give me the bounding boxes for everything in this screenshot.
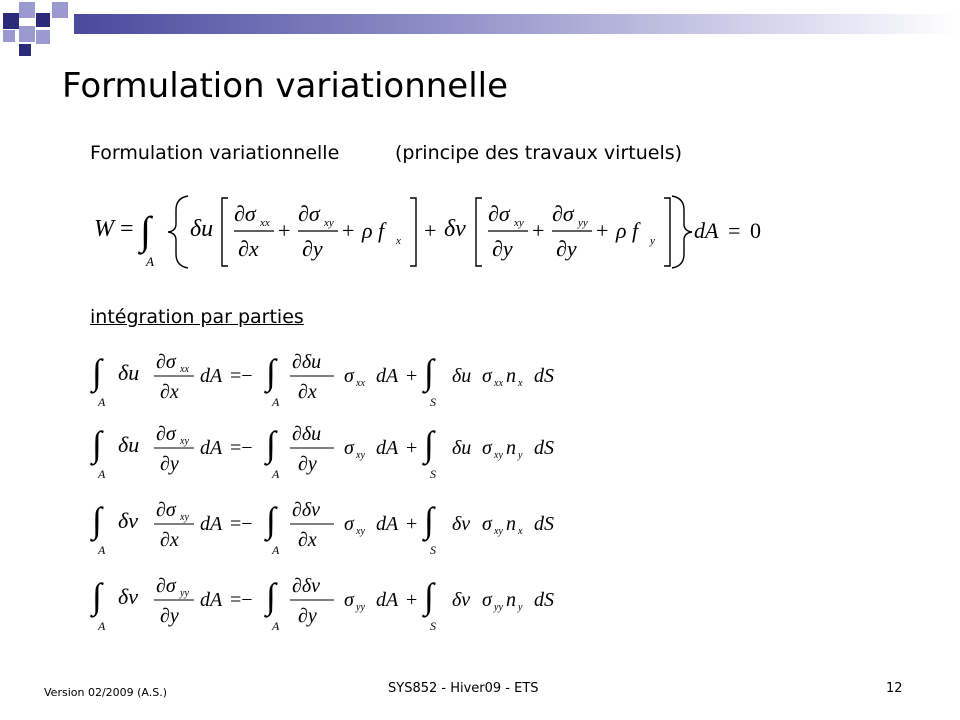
svg-text:∫: ∫ bbox=[92, 500, 102, 540]
svg-text:y: y bbox=[518, 602, 523, 613]
equation-row-2 bbox=[90, 423, 554, 481]
svg-text:∫: ∫ bbox=[424, 424, 434, 464]
svg-text:xy: xy bbox=[514, 217, 524, 229]
svg-text:dA: dA bbox=[376, 437, 399, 459]
svg-text:∂σ: ∂σ bbox=[156, 423, 176, 445]
svg-text:∫: ∫ bbox=[424, 352, 434, 392]
svg-text:A: A bbox=[98, 467, 106, 481]
svg-text:∂y: ∂y bbox=[556, 236, 577, 261]
svg-text:dS: dS bbox=[534, 437, 554, 459]
svg-text:∂x: ∂x bbox=[160, 529, 179, 551]
svg-text:S: S bbox=[430, 619, 436, 633]
svg-text:∫: ∫ bbox=[266, 352, 276, 392]
svg-text:∫: ∫ bbox=[92, 576, 102, 616]
main-equation bbox=[90, 186, 780, 276]
svg-text:∫: ∫ bbox=[424, 576, 434, 616]
svg-text:+: + bbox=[342, 218, 355, 243]
svg-text:+: + bbox=[406, 365, 418, 387]
svg-text:dS: dS bbox=[534, 513, 554, 535]
svg-text:W: W bbox=[94, 216, 114, 242]
svg-text:+: + bbox=[424, 218, 437, 243]
svg-text:0: 0 bbox=[750, 218, 761, 243]
svg-text:xx: xx bbox=[260, 217, 270, 229]
svg-text:σ: σ bbox=[344, 589, 354, 611]
svg-text:σ: σ bbox=[344, 437, 354, 459]
svg-text:A: A bbox=[272, 395, 280, 409]
header-gradient-bar bbox=[74, 14, 960, 34]
svg-text:∂x: ∂x bbox=[160, 381, 179, 403]
svg-text:+: + bbox=[278, 218, 291, 243]
svg-text:A: A bbox=[272, 467, 280, 481]
svg-text:δv: δv bbox=[118, 508, 138, 533]
svg-text:ρ f: ρ f bbox=[362, 218, 385, 243]
svg-text:δu: δu bbox=[118, 360, 140, 385]
svg-text:n: n bbox=[506, 437, 516, 459]
svg-text:A: A bbox=[98, 395, 106, 409]
svg-text:yy: yy bbox=[494, 602, 503, 613]
svg-text:δv: δv bbox=[452, 589, 471, 611]
svg-text:∂σ: ∂σ bbox=[488, 201, 510, 226]
footer-course: SYS852 - Hiver09 - ETS bbox=[388, 681, 539, 696]
svg-text:∂δu: ∂δu bbox=[292, 351, 322, 373]
svg-text:σ: σ bbox=[482, 589, 492, 611]
svg-text:xy: xy bbox=[494, 526, 503, 537]
svg-text:∂y: ∂y bbox=[160, 453, 179, 475]
svg-text:S: S bbox=[430, 543, 436, 557]
svg-text:∂y: ∂y bbox=[302, 236, 323, 261]
svg-text:∂δv: ∂δv bbox=[292, 575, 321, 597]
svg-text:yy: yy bbox=[578, 217, 588, 229]
svg-text:∫: ∫ bbox=[140, 208, 151, 253]
svg-text:∫: ∫ bbox=[424, 500, 434, 540]
svg-text:dS: dS bbox=[534, 365, 554, 387]
svg-text:∂σ: ∂σ bbox=[156, 575, 176, 597]
svg-text:xx: xx bbox=[356, 378, 365, 389]
svg-text:xx: xx bbox=[180, 364, 189, 375]
svg-text:n: n bbox=[506, 513, 516, 535]
svg-text:xy: xy bbox=[356, 450, 365, 461]
svg-text:∫: ∫ bbox=[92, 424, 102, 464]
svg-text:∂y: ∂y bbox=[492, 236, 513, 261]
svg-text:A: A bbox=[272, 543, 280, 557]
subtitle-right: (principe des travaux virtuels) bbox=[395, 142, 683, 164]
parts-equations bbox=[90, 340, 610, 640]
svg-text:y: y bbox=[518, 450, 523, 461]
svg-text:A: A bbox=[98, 543, 106, 557]
svg-text:δv: δv bbox=[444, 216, 466, 242]
svg-text:n: n bbox=[506, 365, 516, 387]
equation-row-1 bbox=[90, 351, 554, 409]
svg-text:∫: ∫ bbox=[266, 424, 276, 464]
svg-text:∂σ: ∂σ bbox=[156, 351, 176, 373]
svg-text:∂σ: ∂σ bbox=[298, 201, 320, 226]
svg-text:δv: δv bbox=[452, 513, 471, 535]
svg-text:x: x bbox=[518, 526, 523, 537]
svg-text:y: y bbox=[650, 235, 655, 247]
svg-text:xy: xy bbox=[494, 450, 503, 461]
svg-text:∂x: ∂x bbox=[298, 381, 317, 403]
svg-text:yy: yy bbox=[356, 602, 365, 613]
svg-text:σ: σ bbox=[482, 513, 492, 535]
svg-text:xy: xy bbox=[180, 436, 189, 447]
svg-text:yy: yy bbox=[180, 588, 189, 599]
svg-text:+: + bbox=[406, 513, 418, 535]
svg-text:dA: dA bbox=[200, 437, 223, 459]
slide-title: Formulation variationnelle bbox=[62, 66, 509, 106]
svg-text:δv: δv bbox=[118, 584, 138, 609]
page-number: 12 bbox=[886, 681, 903, 696]
corner-decoration bbox=[0, 0, 80, 60]
svg-text:xx: xx bbox=[494, 378, 503, 389]
svg-text:σ: σ bbox=[344, 513, 354, 535]
svg-text:xy: xy bbox=[324, 217, 334, 229]
section-label: intégration par parties bbox=[90, 306, 304, 328]
equation-row-4 bbox=[90, 575, 554, 633]
svg-text:∫: ∫ bbox=[92, 352, 102, 392]
svg-text:δu: δu bbox=[118, 432, 140, 457]
svg-text:=−: =− bbox=[230, 365, 253, 387]
svg-text:∂σ: ∂σ bbox=[552, 201, 574, 226]
svg-text:∂y: ∂y bbox=[298, 605, 317, 627]
footer-version: Version 02/2009 (A.S.) bbox=[44, 686, 168, 699]
svg-text:∂σ: ∂σ bbox=[156, 499, 176, 521]
svg-text:∂x: ∂x bbox=[298, 529, 317, 551]
equation-row-3 bbox=[90, 499, 554, 557]
svg-text:x: x bbox=[518, 378, 523, 389]
svg-text:+: + bbox=[406, 589, 418, 611]
svg-text:A: A bbox=[272, 619, 280, 633]
svg-text:σ: σ bbox=[482, 365, 492, 387]
svg-text:∫: ∫ bbox=[266, 576, 276, 616]
svg-text:dA: dA bbox=[200, 589, 223, 611]
svg-text:dA: dA bbox=[200, 365, 223, 387]
svg-text:xy: xy bbox=[180, 512, 189, 523]
svg-text:∂y: ∂y bbox=[298, 453, 317, 475]
svg-text:=−: =− bbox=[230, 589, 253, 611]
svg-text:dA: dA bbox=[376, 513, 399, 535]
svg-text:∂y: ∂y bbox=[160, 605, 179, 627]
svg-text:δu: δu bbox=[452, 365, 472, 387]
svg-text:xy: xy bbox=[356, 526, 365, 537]
svg-text:n: n bbox=[506, 589, 516, 611]
svg-text:=−: =− bbox=[230, 513, 253, 535]
svg-text:S: S bbox=[430, 395, 436, 409]
svg-text:dA: dA bbox=[376, 365, 399, 387]
svg-text:S: S bbox=[430, 467, 436, 481]
svg-text:dA: dA bbox=[200, 513, 223, 535]
subtitle-left: Formulation variationnelle bbox=[90, 142, 340, 164]
svg-text:∂δu: ∂δu bbox=[292, 423, 322, 445]
svg-text:∫: ∫ bbox=[266, 500, 276, 540]
svg-text:A: A bbox=[98, 619, 106, 633]
svg-text:ρ f: ρ f bbox=[616, 218, 639, 243]
svg-text:∂x: ∂x bbox=[238, 236, 259, 261]
svg-text:+: + bbox=[406, 437, 418, 459]
svg-text:σ: σ bbox=[482, 437, 492, 459]
svg-text:=: = bbox=[120, 216, 134, 242]
svg-text:σ: σ bbox=[344, 365, 354, 387]
svg-text:x: x bbox=[396, 235, 401, 247]
svg-text:δu: δu bbox=[452, 437, 472, 459]
svg-text:=−: =− bbox=[230, 437, 253, 459]
svg-text:+: + bbox=[532, 218, 545, 243]
svg-text:dA: dA bbox=[376, 589, 399, 611]
svg-text:=: = bbox=[728, 218, 741, 243]
svg-text:δu: δu bbox=[190, 216, 214, 242]
subtitle-line bbox=[90, 142, 683, 164]
svg-text:A: A bbox=[146, 254, 154, 269]
svg-text:+: + bbox=[596, 218, 609, 243]
svg-text:∂δv: ∂δv bbox=[292, 499, 321, 521]
svg-text:∂σ: ∂σ bbox=[234, 201, 256, 226]
svg-text:dS: dS bbox=[534, 589, 554, 611]
svg-text:dA: dA bbox=[694, 218, 719, 243]
